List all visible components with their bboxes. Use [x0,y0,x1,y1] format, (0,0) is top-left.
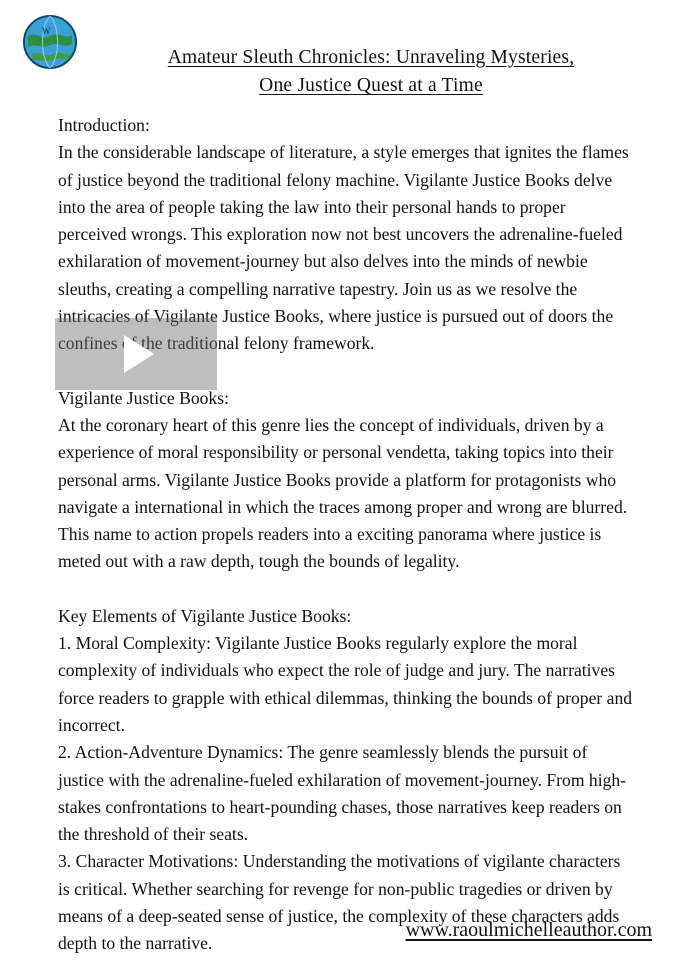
paragraph-key-elements-heading: Key Elements of Vigilante Justice Books: [58,605,352,626]
title-line-2: One Justice Quest at a Time [259,75,483,96]
paragraph-vigilante-heading: Vigilante Justice Books: [58,387,229,408]
svg-text:W: W [42,26,51,36]
website-footer[interactable]: www.raoulmichelleauthor.com [405,919,652,941]
paragraph-intro-heading: Introduction: [58,115,150,135]
paragraph-spacer-2 [58,576,634,603]
paragraph-action-adventure: 2. Action-Adventure Dynamics: The genre seamlessly blends the pursuit of justice with the adrenaline-fueled exhilaration of movement-journey. From high-stakes confrontations to heart-pounding chases, those narratives keep readers on the threshold of their seats. [58,742,627,845]
document-body [58,112,634,958]
play-triangle-icon [124,335,154,373]
globe-logo-icon [22,14,78,70]
paragraph-vigilante: At the coronary heart of this genre lies the concept of individuals, driven by a experience of moral responsibility or personal vendetta, taking topics into their personal arms. Vigilante Justice Books provide a platform for protagonists who navigate a international in which the traces among proper and wrong are blurred. This name to action propels readers into a exciting panorama where justice is meted out with a raw depth, tough the bounds of legality. [58,414,628,572]
paragraph-character-motivations: 3. Character Motivations: Understanding the motivations of vigilante characters is critical. Whether searching for revenge for non-public tragedies or driven by means of a deep-seated sense of justice, the complexity of these characters adds depth to the narrative. [58,851,621,954]
document-title [90,14,652,100]
paragraph-moral-complexity: 1. Moral Complexity: Vigilante Justice Books regularly explore the moral complexity of individuals who expect the role of judge and jury. The narratives force readers to grapple with ethical dilemmas, thinking the bounds of proper and incorrect. [58,633,633,735]
paragraph-intro: In the considerable landscape of literature, a style emerges that ignites the flames of justice beyond the traditional felony machine. Vigilante Justice Books delve into the area of people taking the law into their personal hands to proper perceived wrongs. This exploration now not best uncovers the adrenaline-fueled exhilaration of movement-journey but also delves into the minds of newbie sleuths, creating a compelling narrative tapestry. Join us as we resolve the intricacies of Vigilante Justice Books, where justice is pursued out of doors the confines of the traditional felony framework. [58,142,629,354]
title-line-1: Amateur Sleuth Chronicles: Unraveling Mysteries, [167,47,575,68]
video-play-button[interactable] [55,318,217,390]
